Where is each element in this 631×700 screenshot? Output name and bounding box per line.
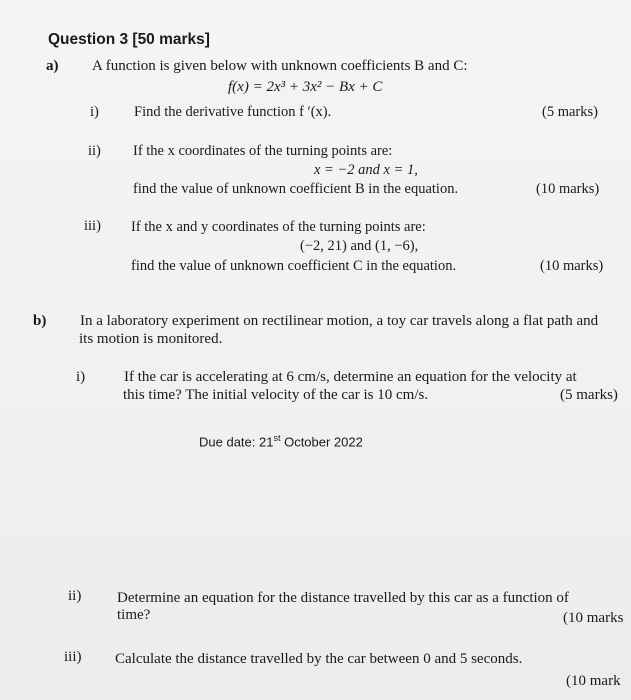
part-b-intro-line1: In a laboratory experiment on rectilinear motion, a toy car travels along a flat path and: [80, 313, 599, 329]
b-iii-marks: (10 mark: [566, 673, 621, 689]
a-i-marks: (5 marks): [542, 104, 598, 120]
a-i-number: i): [90, 104, 99, 120]
part-a-intro: A function is given below with unknown coefficients B and C:: [92, 58, 468, 74]
part-a-label: a): [46, 58, 59, 74]
b-i-marks: (5 marks): [560, 387, 618, 403]
due-date-prefix: Due date: 21: [199, 434, 274, 450]
a-iii-line1: If the x and y coordinates of the turning points are:: [131, 219, 426, 235]
b-ii-line2: time?: [117, 607, 151, 623]
a-iii-number: iii): [84, 218, 101, 234]
due-date-month-year: October 2022: [280, 434, 363, 450]
a-ii-marks: (10 marks): [536, 181, 600, 197]
a-ii-text: find the value of unknown coefficient B in the equation.: [133, 181, 459, 197]
b-ii-number: ii): [68, 588, 82, 604]
function-equation: f(x) = 2x³ + 3x² − Bx + C: [228, 79, 383, 95]
a-i-text: Find the derivative function f ′(x).: [134, 104, 332, 120]
due-date-suffix-ordinal: st: [273, 433, 281, 443]
a-iii-marks: (10 marks): [540, 258, 604, 274]
b-ii-line1: Determine an equation for the distance travelled by this car as a function of: [117, 590, 569, 606]
a-ii-line1: If the x coordinates of the turning points are:: [133, 143, 393, 159]
b-i-number: i): [76, 369, 86, 385]
a-ii-number: ii): [88, 143, 101, 159]
part-b-label: b): [33, 313, 47, 329]
b-i-line1: If the car is accelerating at 6 cm/s, determine an equation for the velocity at: [124, 369, 577, 385]
b-i-line2: this time? The initial velocity of the car is 10 cm/s.: [123, 387, 429, 403]
a-iii-text: find the value of unknown coefficient C in the equation.: [131, 258, 457, 274]
b-iii-line1: Calculate the distance travelled by the car between 0 and 5 seconds.: [115, 651, 523, 667]
due-date: [199, 433, 363, 449]
a-iii-condition: (−2, 21) and (1, −6),: [300, 238, 419, 254]
b-ii-marks: (10 marks: [563, 610, 624, 626]
a-ii-condition: x = −2 and x = 1,: [314, 162, 418, 178]
question-title: Question 3 [50 marks]: [48, 31, 210, 48]
part-b-intro-line2: its motion is monitored.: [79, 331, 223, 347]
b-iii-number: iii): [64, 649, 82, 665]
